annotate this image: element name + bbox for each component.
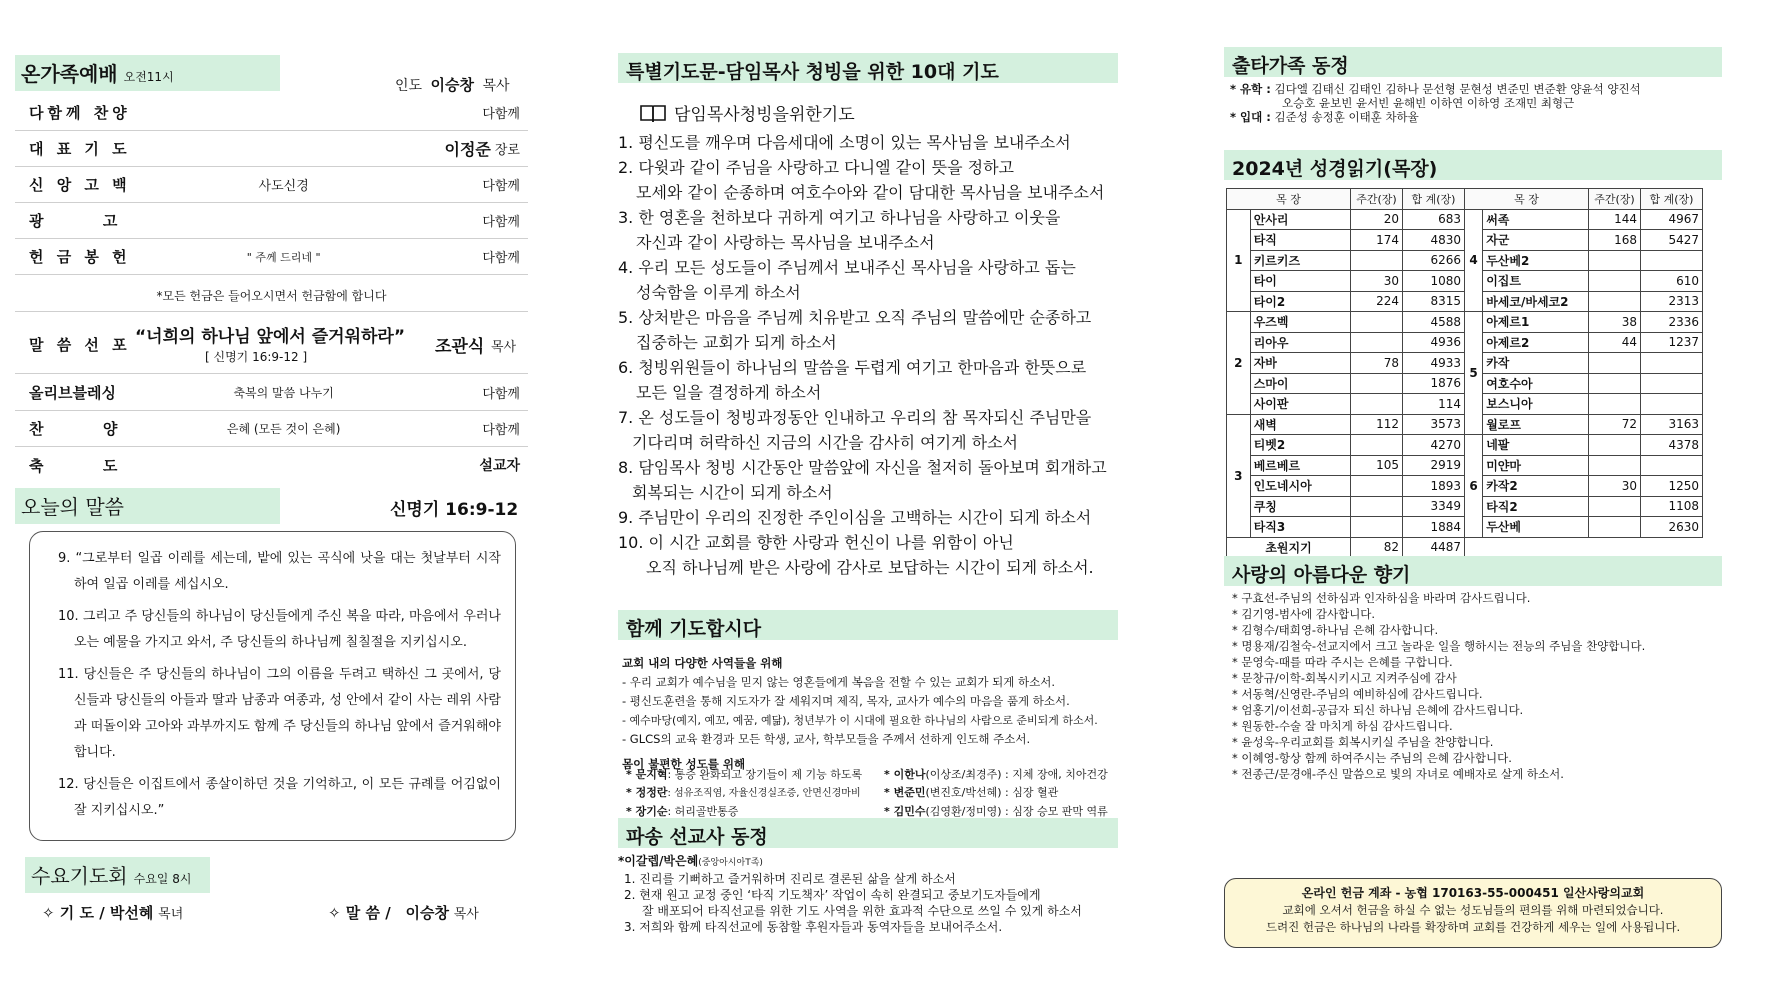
special-prayer-subtitle-text: 담임목사청빙을위한기도 xyxy=(674,105,855,125)
sick-prayers-head: 몸이 불편한 성도를 위해 xyxy=(622,757,746,771)
table-header-row xyxy=(1227,189,1703,210)
prayer-line: 8. 담임목사 청빙 시간동안 말씀앞에 자신을 철저히 돌아보며 회개하고 xyxy=(618,458,1107,477)
group-number-cell: 4 xyxy=(1465,209,1483,312)
sick-detail: : 허리골반통증 xyxy=(667,805,739,818)
offering-account-line: 교회에 오셔서 헌금을 하실 수 없는 성도님들의 편의를 위해 마련되었습니다. xyxy=(1282,903,1664,917)
missionary-item: 잘 배포되어 타직선교를 위한 기도 사역을 위한 효과적 수단으로 쓰일 수 있게 하소서 xyxy=(642,904,1082,918)
sick-detail: (이상조/최경주) : 지체 장애, 치아건강 xyxy=(925,768,1108,781)
total-cell: 4933 xyxy=(1403,353,1465,374)
total-cell: 2313 xyxy=(1641,291,1703,312)
church-prayers-head: 교회 내의 다양한 사역들을 위해 xyxy=(622,656,783,670)
wednesday-word-label: ✧ 말 씀 / xyxy=(328,904,391,922)
column-header: 주간(장) xyxy=(1351,189,1403,210)
weekly-cell: 78 xyxy=(1351,353,1403,374)
order-middle: 은혜 (모든 것이 은혜) xyxy=(226,422,341,436)
group-name-cell: 여호수아 xyxy=(1483,373,1589,394)
prayer-line: 모든 일을 결정하게 하소서 xyxy=(636,383,822,402)
sick-detail: (김영환/정미영) : 심장 승모 판막 역류 xyxy=(925,805,1108,818)
group-name-cell: 타이2 xyxy=(1250,291,1350,312)
order-title: 다함께 찬양 xyxy=(29,104,131,122)
group-name-cell: 리아우 xyxy=(1250,332,1350,353)
group-name-cell: 초원지기 xyxy=(1227,537,1351,558)
sermon-text: “너희의 하나님 앞에서 즐거워하라” xyxy=(135,327,406,347)
group-name-cell: 네팔 xyxy=(1483,435,1589,456)
order-row xyxy=(15,239,528,275)
total-cell: 2630 xyxy=(1641,517,1703,538)
prayer-line: 10. 이 시간 교회를 향한 사랑과 헌신이 나를 위함이 아닌 xyxy=(618,533,1014,552)
sick-detail: (변진호/박선혜) : 심장 혈관 xyxy=(925,786,1059,799)
leader-name: 이승창 xyxy=(430,76,474,94)
prayer-line: 오직 하나님께 받은 사랑에 감사로 보답하는 시간이 되게 하소서. xyxy=(646,558,1094,577)
order-row xyxy=(15,411,528,447)
weekly-cell xyxy=(1589,250,1641,271)
love-item: * 윤성욱-우리교회를 회복시키실 주님을 찬양합니다. xyxy=(1232,735,1494,749)
weekly-cell xyxy=(1351,496,1403,517)
column-header: 합 계(장) xyxy=(1403,189,1465,210)
love-item: * 엄홍기/이선희-공급자 되신 하나님 은혜에 감사드립니다. xyxy=(1232,703,1524,717)
order-row xyxy=(15,447,528,483)
offering-note: *모든 헌금은 들어오시면서 헌금함에 합니다 xyxy=(156,289,387,303)
weekly-cell: 144 xyxy=(1589,209,1641,230)
total-cell: 4378 xyxy=(1641,435,1703,456)
prayer-line: 9. 주님만이 우리의 진정한 주인이심을 고백하는 시간이 되게 하소서 xyxy=(618,508,1092,527)
sermon-role: 목사 xyxy=(491,340,517,355)
group-name-cell: 이집트 xyxy=(1483,271,1589,292)
group-name-cell: 자군 xyxy=(1483,230,1589,251)
total-cell: 3349 xyxy=(1403,496,1465,517)
order-right: 다함께 xyxy=(482,215,520,230)
wednesday-word xyxy=(328,902,479,923)
total-cell xyxy=(1641,250,1703,271)
sermon-preacher: 조관식 xyxy=(435,337,485,357)
weekly-cell: 168 xyxy=(1589,230,1641,251)
weekly-cell xyxy=(1589,353,1641,374)
missionary-name: *이갈렙/박은혜 xyxy=(618,854,699,868)
total-cell: 2336 xyxy=(1641,312,1703,333)
church-prayer-item: - 예수마당(예지, 예꼬, 예꿈, 예닮), 청년부가 이 시대에 필요한 하나님의 사람으로 준비되게 하소서. xyxy=(622,714,1098,727)
group-name-cell: 써족 xyxy=(1483,209,1589,230)
sermon-title: 말 씀 선 포 xyxy=(29,336,131,354)
prayer-line: 1. 평신도를 깨우며 다음세대에 소명이 있는 목사님을 보내주소서 xyxy=(618,133,1071,152)
study-names: 김다엘 김태신 김태인 김하나 문선형 문현성 변준민 변준환 양윤석 양진석 xyxy=(1274,82,1641,96)
todays-word-ref: 신명기 16:9-12 xyxy=(390,500,519,520)
group-name-cell: 안사리 xyxy=(1250,209,1350,230)
column-header: 목 장 xyxy=(1227,189,1351,210)
order-right: 다함께 xyxy=(482,179,520,194)
total-cell: 8315 xyxy=(1403,291,1465,312)
order-title: 대 표 기 도 xyxy=(29,140,131,158)
group-name-cell: 타직 xyxy=(1250,230,1350,251)
total-cell: 4487 xyxy=(1403,537,1465,558)
prayer-line: 7. 온 성도들이 청빙과정동안 인내하고 우리의 참 목자되신 주님만을 xyxy=(618,408,1092,427)
total-cell: 4936 xyxy=(1403,332,1465,353)
weekly-cell xyxy=(1351,373,1403,394)
weekly-cell xyxy=(1589,517,1641,538)
wednesday-word-role: 목사 xyxy=(453,907,479,922)
leader-role: 목사 xyxy=(482,78,510,94)
prayer-line: 4. 우리 모든 성도들이 주님께서 보내주신 목사님을 사랑하고 돕는 xyxy=(618,258,1076,277)
love-item: * 이혜영-항상 함께 하여주시는 주님의 은혜 감사합니다. xyxy=(1232,751,1512,765)
total-cell: 2919 xyxy=(1403,455,1465,476)
leader-label: 인도 xyxy=(395,78,423,94)
weekly-cell xyxy=(1589,394,1641,415)
study-names: 오승호 윤보빈 윤서빈 윤해빈 이하연 이하영 조재민 최형근 xyxy=(1282,96,1575,110)
weekly-cell: 20 xyxy=(1351,209,1403,230)
weekly-cell: 30 xyxy=(1351,271,1403,292)
total-cell: 1876 xyxy=(1403,373,1465,394)
weekly-cell xyxy=(1589,435,1641,456)
order-title: 축 도 xyxy=(29,456,122,475)
group-name-cell: 바세코/바세코2 xyxy=(1483,291,1589,312)
order-right: 다함께 xyxy=(482,423,520,438)
missionary-region: (중앙아시아T족) xyxy=(698,858,763,868)
special-prayer-title: 특별기도문-담임목사 청빙을 위한 10대 기도 xyxy=(618,53,1118,83)
sermon-ref: [ 신명기 16:9-12 ] xyxy=(205,350,308,364)
sick-detail: : 통증 완화되고 장기들이 제 기능 하도록 xyxy=(667,768,863,781)
love-item: * 문창규/이학-회복시키시고 지켜주심에 감사 xyxy=(1232,671,1457,685)
bible-reading-title: 2024년 성경읽기(목장) xyxy=(1224,150,1722,180)
prayer-line: 6. 청빙위원들이 하나님의 말씀을 두렵게 여기고 한마음과 한뜻으로 xyxy=(618,358,1087,377)
order-person: 설교자 xyxy=(479,458,520,474)
missionary-item: 2. 현재 원고 교정 중인 ‘타직 기도책자’ 작업이 속히 완결되고 중보기도자들에게 xyxy=(624,888,1041,902)
prayer-line: 모세와 같이 순종하며 여호수아와 같이 담대한 목사님을 보내주소서 xyxy=(636,183,1105,202)
group-name-cell: 타이 xyxy=(1250,271,1350,292)
weekly-cell xyxy=(1589,455,1641,476)
love-item: * 김기영-범사에 감사합니다. xyxy=(1232,607,1376,621)
total-cell: 610 xyxy=(1641,271,1703,292)
verse: 11. 당신들은 주 당신들의 하나님이 그의 이름을 두려고 택하신 그 곳에서, 당신들과 당신들의 아들과 딸과 남종과 여종과, 성 안에서 같이 사는 레위 사람과 떠돌이와 고아와 과부까지도 함께 주 당신들의 하나님 앞에서 즐거워해야 합니다. xyxy=(58,667,501,760)
todays-word-title: 오늘의 말씀 xyxy=(15,488,280,524)
wednesday-prayer-label: ✧ 기 도 / 박선혜 xyxy=(42,904,154,922)
order-title: 광 고 xyxy=(29,212,122,230)
offering-account-line: 드려진 헌금은 하나님의 나라를 확장하며 교회를 건강하게 세우는 일에 사용됩니다. xyxy=(1265,920,1681,934)
weekly-cell xyxy=(1351,517,1403,538)
order-right: 다함께 xyxy=(482,387,520,402)
weekly-cell xyxy=(1351,394,1403,415)
weekly-cell: 38 xyxy=(1589,312,1641,333)
missionary-list xyxy=(618,853,1082,935)
group-name-cell: 보스니아 xyxy=(1483,394,1589,415)
total-cell: 1237 xyxy=(1641,332,1703,353)
wednesday-prayer-role: 목녀 xyxy=(158,907,184,922)
group-name-cell: 키르키즈 xyxy=(1250,250,1350,271)
order-right: 다함께 xyxy=(482,251,520,266)
total-cell xyxy=(1641,455,1703,476)
order-right: 다함께 xyxy=(482,107,520,122)
love-item: * 명용재/김철숙-선교지에서 크고 놀라운 일을 행하시는 전능의 주님을 찬양합니다. xyxy=(1232,639,1646,653)
weekly-cell: 105 xyxy=(1351,455,1403,476)
weekly-cell: 174 xyxy=(1351,230,1403,251)
group-name-cell: 쿠칭 xyxy=(1250,496,1350,517)
prayer-line: 3. 한 영혼을 천하보다 귀하게 여기고 하나님을 사랑하고 이웃을 xyxy=(618,208,1061,227)
group-name-cell: 미얀마 xyxy=(1483,455,1589,476)
total-cell xyxy=(1641,373,1703,394)
special-prayer-subtitle xyxy=(640,100,855,125)
total-cell: 1250 xyxy=(1641,476,1703,497)
prayer-line: 회복되는 시간이 되게 하소서 xyxy=(632,483,833,502)
love-item: * 서동혁/신영란-주님의 예비하심에 감사드립니다. xyxy=(1232,687,1483,701)
weekly-cell xyxy=(1589,496,1641,517)
group-number-cell: 3 xyxy=(1227,414,1251,537)
group-name-cell: 타직2 xyxy=(1483,496,1589,517)
group-name-cell: 아제르2 xyxy=(1483,332,1589,353)
order-middle: 축복의 말씀 나누기 xyxy=(233,386,334,400)
offering-account-box xyxy=(1224,878,1722,948)
total-cell: 1893 xyxy=(1403,476,1465,497)
group-number-cell: 2 xyxy=(1227,312,1251,415)
love-item: * 문영숙-때를 따라 주시는 은혜를 구합니다. xyxy=(1232,655,1453,669)
weekly-cell xyxy=(1589,291,1641,312)
total-cell: 1884 xyxy=(1403,517,1465,538)
love-list xyxy=(1232,590,1645,782)
total-cell: 683 xyxy=(1403,209,1465,230)
order-person: 이정준 xyxy=(444,140,491,159)
missionary-item: 3. 저희와 함께 타직선교에 동참할 후원자들과 동역자들을 보내어주소서. xyxy=(624,920,1003,934)
special-prayer-list xyxy=(618,130,1118,580)
love-item: * 구효선-주님의 선하심과 인자하심을 바라며 감사드립니다. xyxy=(1232,591,1531,605)
sick-name: * 김민수 xyxy=(884,805,926,818)
total-cell: 4588 xyxy=(1403,312,1465,333)
weekly-cell xyxy=(1351,435,1403,456)
weekly-cell: 112 xyxy=(1351,414,1403,435)
group-name-cell: 인도네시아 xyxy=(1250,476,1350,497)
total-cell: 4967 xyxy=(1641,209,1703,230)
prayer-line: 5. 상처받은 마음을 주님께 치유받고 오직 주님의 말씀에만 순종하고 xyxy=(618,308,1092,327)
verse: 12. 당신들은 이집트에서 종살이하던 것을 기억하고, 이 모든 규례를 어김없이 잘 지키십시오.” xyxy=(58,777,501,818)
table-row xyxy=(1227,312,1703,333)
total-cell: 1080 xyxy=(1403,271,1465,292)
worship-title xyxy=(15,55,280,91)
column-header: 주간(장) xyxy=(1589,189,1641,210)
study-label: * 유학 : xyxy=(1230,82,1271,96)
missionary-item: 1. 진리를 기뻐하고 즐거워하며 진리로 결론된 삶을 살게 하소서 xyxy=(624,872,956,886)
order-row xyxy=(15,203,528,239)
group-name-cell: 우즈벡 xyxy=(1250,312,1350,333)
weekly-cell xyxy=(1589,373,1641,394)
love-item: * 김형수/태희영-하나님 은혜 감사합니다. xyxy=(1232,623,1439,637)
column-header: 합 계(장) xyxy=(1641,189,1703,210)
wednesday-word-name: 이승창 xyxy=(405,904,449,922)
total-cell xyxy=(1641,394,1703,415)
total-cell: 5427 xyxy=(1641,230,1703,251)
group-name-cell: 스마이 xyxy=(1250,373,1350,394)
order-right: 장로 xyxy=(494,143,520,158)
group-name-cell: 두산베 xyxy=(1483,517,1589,538)
weekly-cell: 82 xyxy=(1351,537,1403,558)
weekly-cell xyxy=(1351,312,1403,333)
order-title: 신 앙 고 백 xyxy=(29,176,131,194)
church-prayer-item: - 우리 교회가 예수님을 믿지 않는 영혼들에게 복음을 전할 수 있는 교회가 되게 하소서. xyxy=(622,675,1056,689)
total-cell xyxy=(1641,353,1703,374)
sermon-row xyxy=(15,318,528,374)
group-number-cell: 5 xyxy=(1465,312,1483,435)
order-row xyxy=(15,95,528,131)
weekly-cell: 72 xyxy=(1589,414,1641,435)
table-row xyxy=(1227,435,1703,456)
offering-account-title: 온라인 헌금 계좌 - 농협 170163-55-000451 일산사랑의교회 xyxy=(1301,886,1645,900)
prayer-line: 2. 다윗과 같이 주님을 사랑하고 다니엘 같이 뜻을 정하고 xyxy=(618,158,1014,177)
wednesday-title-text: 수요기도회 xyxy=(31,864,128,888)
sick-name: * 이한나 xyxy=(884,768,926,781)
army-label: * 입대 : xyxy=(1230,110,1271,124)
wednesday-prayer xyxy=(42,902,183,923)
order-title: 찬 양 xyxy=(29,420,122,438)
weekly-cell xyxy=(1351,250,1403,271)
order-title: 헌 금 봉 헌 xyxy=(29,248,131,266)
group-name-cell: 자바 xyxy=(1250,353,1350,374)
total-cell: 6266 xyxy=(1403,250,1465,271)
sick-name: * 변준민 xyxy=(884,786,926,799)
army-names: 김준성 송정훈 이태훈 차하율 xyxy=(1274,110,1419,124)
group-name-cell: 카작 xyxy=(1483,353,1589,374)
sick-name: * 정정란 xyxy=(626,786,668,799)
church-prayer-item: - 평신도훈련을 통해 지도자가 잘 세워지며 제직, 목자, 교사가 예수의 마음을 품게 하소서. xyxy=(622,694,1070,708)
sick-list xyxy=(626,766,1126,821)
worship-time: 오전11시 xyxy=(123,70,174,84)
weekly-cell xyxy=(1351,476,1403,497)
total-cell: 3573 xyxy=(1403,414,1465,435)
total-cell: 1108 xyxy=(1641,496,1703,517)
total-cell: 4270 xyxy=(1403,435,1465,456)
book-icon xyxy=(640,103,666,123)
family-news-title: 출타가족 동정 xyxy=(1224,47,1722,77)
verse: 9. “그로부터 일곱 이레를 세는데, 밭에 있는 곡식에 낫을 대는 첫날부터 시작하여 일곱 이레를 세십시오. xyxy=(58,551,501,592)
church-prayers xyxy=(622,654,1132,774)
group-name-cell: 카작2 xyxy=(1483,476,1589,497)
worship-leader xyxy=(395,74,510,95)
table-row xyxy=(1227,209,1703,230)
verse: 10. 그리고 주 당신들의 하나님이 당신들에게 주신 복을 따라, 마음에서 우러나오는 예물을 가지고 와서, 주 당신들의 하나님께 칠칠절을 지키십시오. xyxy=(58,609,501,650)
love-item: * 원동한-수술 잘 마치게 하심 감사드립니다. xyxy=(1232,719,1453,733)
weekly-cell: 30 xyxy=(1589,476,1641,497)
worship-title-text: 온가족예배 xyxy=(21,62,118,86)
church-prayer-item: - GLCS의 교육 환경과 모든 학생, 교사, 학부모들을 주께서 선하게 인도해 주소서. xyxy=(622,732,1031,746)
order-row xyxy=(15,131,528,167)
group-name-cell: 사이판 xyxy=(1250,394,1350,415)
group-name-cell: 월로프 xyxy=(1483,414,1589,435)
pray-together-title: 함께 기도합시다 xyxy=(618,610,1118,640)
love-item: * 전종근/문경애-주신 말씀으로 빛의 자녀로 예배자로 살게 하소서. xyxy=(1232,767,1564,781)
sick-detail: : 섬유조직염, 자율신경실조증, 안면신경마비 xyxy=(667,788,861,799)
group-name-cell: 타직3 xyxy=(1250,517,1350,538)
wednesday-time: 수요일 8시 xyxy=(133,872,192,886)
order-row xyxy=(15,167,528,203)
group-number-cell: 6 xyxy=(1465,435,1483,538)
prayer-line: 집중하는 교회가 되게 하소서 xyxy=(636,333,837,352)
group-name-cell: 베르베르 xyxy=(1250,455,1350,476)
verse-box xyxy=(29,531,516,841)
sick-name: * 문지혁 xyxy=(626,768,668,781)
wednesday-title xyxy=(25,857,210,893)
group-name-cell: 아제르1 xyxy=(1483,312,1589,333)
prayer-line: 자신과 같이 사랑하는 목사님을 보내주소서 xyxy=(636,233,935,252)
order-middle: 사도신경 xyxy=(258,179,309,194)
love-title: 사랑의 아름다운 향기 xyxy=(1224,556,1722,586)
total-cell: 3163 xyxy=(1641,414,1703,435)
order-title: 올리브블레싱 xyxy=(29,384,116,402)
group-number-cell: 1 xyxy=(1227,209,1251,312)
divider xyxy=(15,311,528,312)
total-cell: 4830 xyxy=(1403,230,1465,251)
order-middle: " 주께 드리네 " xyxy=(246,250,321,264)
prayer-line: 기다리며 허락하신 지금의 시간을 감사히 여기게 하소서 xyxy=(632,433,1019,452)
group-name-cell: 두산베2 xyxy=(1483,250,1589,271)
order-row xyxy=(15,375,528,411)
family-news-list xyxy=(1230,82,1641,124)
weekly-cell xyxy=(1589,271,1641,292)
table-row xyxy=(1227,537,1703,558)
sick-name: * 장기순 xyxy=(626,805,668,818)
total-cell: 114 xyxy=(1403,394,1465,415)
missionary-title: 파송 선교사 동정 xyxy=(618,818,1118,848)
column-header: 목 장 xyxy=(1465,189,1589,210)
weekly-cell xyxy=(1351,332,1403,353)
weekly-cell: 44 xyxy=(1589,332,1641,353)
group-name-cell: 티벳2 xyxy=(1250,435,1350,456)
group-name-cell: 새벽 xyxy=(1250,414,1350,435)
weekly-cell: 224 xyxy=(1351,291,1403,312)
prayer-line: 성숙함을 이루게 하소서 xyxy=(636,283,801,302)
bible-reading-table xyxy=(1226,188,1703,558)
